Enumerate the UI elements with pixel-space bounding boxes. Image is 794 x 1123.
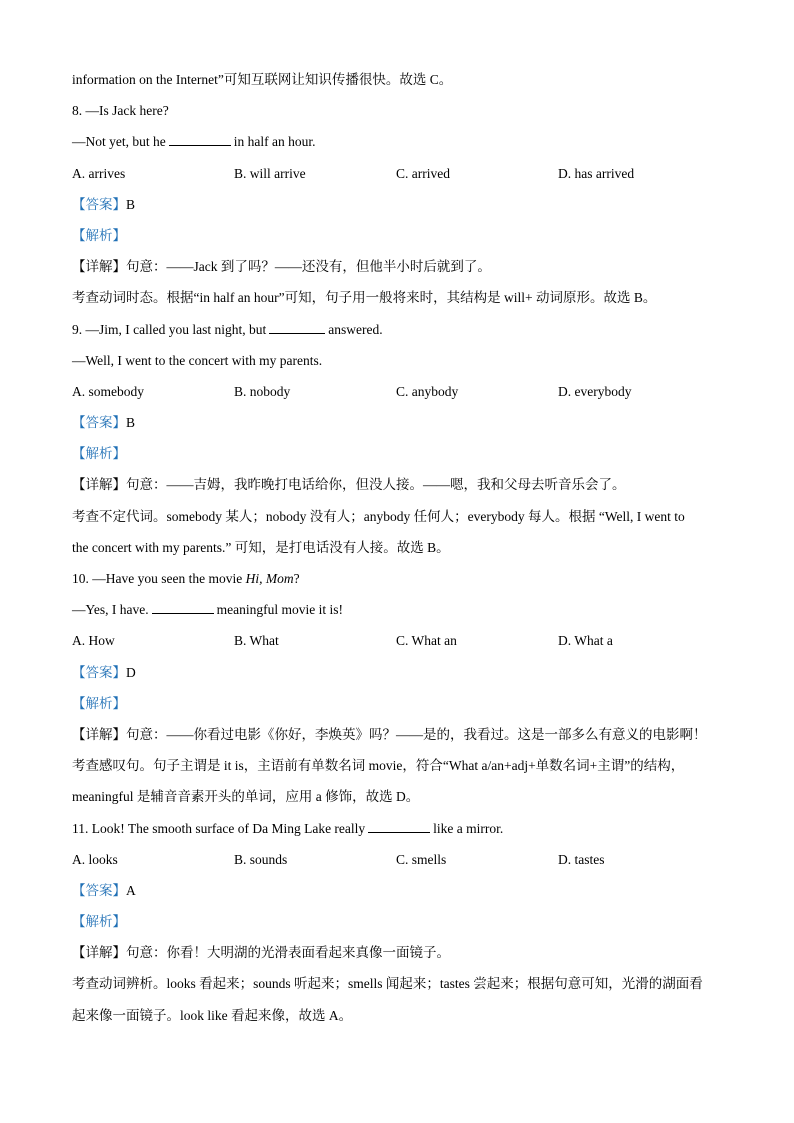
analysis-tag: 【解析】: [72, 914, 126, 930]
q11-explain-line2: 起来像一面镜子。look like 看起来像，故选 A。: [72, 1007, 353, 1023]
detail-tag: 【详解】: [72, 477, 126, 493]
q11-detail: [72, 937, 732, 968]
analysis-tag: 【解析】: [72, 227, 126, 243]
q11-option-a: A. looks: [72, 851, 118, 867]
q11-explain-line1: 考查动词辨析。looks 看起来；sounds 听起来；smells 闻起来；tastes 尝起来；根据句意可知，光滑的湖面看: [72, 976, 703, 992]
q10-movie-title: Hi, Mom: [245, 571, 294, 586]
q9-detail-text: 句意：——吉姆，我昨晚打电话给你，但没人接。——嗯，我和父母去听音乐会了。: [126, 477, 626, 493]
q10-detail-text: 句意：——你看过电影《你好，李焕英》吗？——是的，我看过。这是一部多么有意义的电影啊！: [126, 726, 707, 742]
q8-option-d: D. has arrived: [558, 165, 635, 181]
document-page: [72, 64, 732, 1031]
q9-analysis: [72, 438, 732, 469]
q9-detail: [72, 469, 732, 500]
q9-stem-after-blank: answered.: [328, 321, 383, 337]
q10-stem-end: ?: [293, 571, 300, 586]
q9-option-a: A. somebody: [72, 383, 144, 399]
q10-stem-line1: [72, 563, 732, 594]
q8-analysis: [72, 220, 732, 251]
q8-option-a: A. arrives: [72, 165, 126, 181]
q10-option-b: B. What: [234, 633, 279, 649]
q8-answer-blank: [169, 131, 231, 146]
q9-option-d: D. everybody: [558, 383, 632, 399]
q10-options: [72, 625, 732, 656]
q11-answer-value: A: [126, 882, 136, 898]
q8-answer: [72, 189, 732, 220]
q10-answer: [72, 657, 732, 688]
q11-stem-before-blank: 11. Look! The smooth surface of Da Ming Lake really: [72, 820, 366, 836]
detail-tag: 【详解】: [72, 259, 126, 275]
q8-stem-line1: 8. —Is Jack here?: [72, 103, 169, 119]
q9-answer-blank: [269, 319, 325, 334]
q9-options: [72, 376, 732, 407]
analysis-tag: 【解析】: [72, 695, 126, 711]
q11-stem-line1: [72, 813, 732, 844]
q9-stem-line2: —Well, I went to the concert with my parents.: [72, 352, 323, 368]
answer-tag: 【答案】: [72, 415, 126, 431]
q9-explain-line1: 考查不定代词。somebody 某人；nobody 没有人；anybody 任何人；everybody 每人。根据 “Well, I went to: [72, 508, 685, 524]
q9-stem-before-blank: 9. —Jim, I called you last night, but: [72, 321, 267, 337]
q11-option-c: C. smells: [396, 851, 447, 867]
q11-detail-text: 句意：你看！大明湖的光滑表面看起来真像一面镜子。: [126, 945, 450, 961]
q10-stem-text: 10. —Have you seen the movie: [72, 571, 246, 586]
q10-answer-value: D: [126, 664, 136, 680]
q10-analysis: [72, 688, 732, 719]
q11-options: [72, 844, 732, 875]
q9-answer: [72, 407, 732, 438]
q11-stem-after-blank: like a mirror.: [433, 820, 504, 836]
q8-answer-value: B: [126, 196, 136, 212]
q10-option-c: C. What an: [396, 633, 457, 649]
answer-tag: 【答案】: [72, 196, 126, 212]
q8-stem-after-blank: in half an hour.: [233, 134, 316, 150]
q8-explain: 考查动词时态。根据“in half an hour”可知，句子用一般将来时，其结构是 will+ 动词原形。故选 B。: [72, 290, 657, 306]
q10-explain-line2: meaningful 是辅音音素开头的单词，应用 a 修饰，故选 D。: [72, 789, 420, 805]
q10-explain-line1: 考查感叹句。句子主谓是 it is，主语前有单数名词 movie，符合“What a/an+adj+单数名词+主谓”的结构，: [72, 758, 685, 774]
q9-explain-line2: the concert with my parents.” 可知，是打电话没有人接。故选 B。: [72, 539, 450, 555]
q8-options: [72, 158, 732, 189]
q8-detail-text: 句意：——Jack 到了吗？——还没有，但他半小时后就到了。: [126, 259, 491, 275]
q11-option-d: D. tastes: [558, 851, 605, 867]
q8-option-b: B. will arrive: [234, 165, 306, 181]
q9-answer-value: B: [126, 415, 136, 431]
q9-option-b: B. nobody: [234, 383, 291, 399]
answer-tag: 【答案】: [72, 664, 126, 680]
q10-option-d: D. What a: [558, 633, 613, 649]
q8-option-c: C. arrived: [396, 165, 450, 181]
q10-stem-line2: [72, 594, 732, 625]
analysis-tag: 【解析】: [72, 446, 126, 462]
q10-answer-blank: [152, 599, 214, 614]
q9-option-c: C. anybody: [396, 383, 459, 399]
q10-option-a: A. How: [72, 633, 115, 649]
q11-analysis: [72, 906, 732, 937]
q9-stem-line1: [72, 314, 732, 345]
lead-text: information on the Internet”可知互联网让知识传播很快。故选 C。: [72, 72, 453, 87]
q11-answer-blank: [368, 818, 430, 833]
q11-option-b: B. sounds: [234, 851, 288, 867]
detail-tag: 【详解】: [72, 945, 126, 961]
q8-stem-line2: [72, 126, 732, 157]
q10-detail: [72, 719, 732, 750]
q10-stem-after-blank: meaningful movie it is!: [216, 602, 343, 618]
detail-tag: 【详解】: [72, 726, 126, 742]
q11-answer: [72, 875, 732, 906]
q10-stem-before-blank: —Yes, I have.: [72, 602, 149, 618]
q8-stem-before-blank: —Not yet, but he: [72, 134, 166, 150]
answer-tag: 【答案】: [72, 882, 126, 898]
q8-detail: [72, 251, 732, 282]
